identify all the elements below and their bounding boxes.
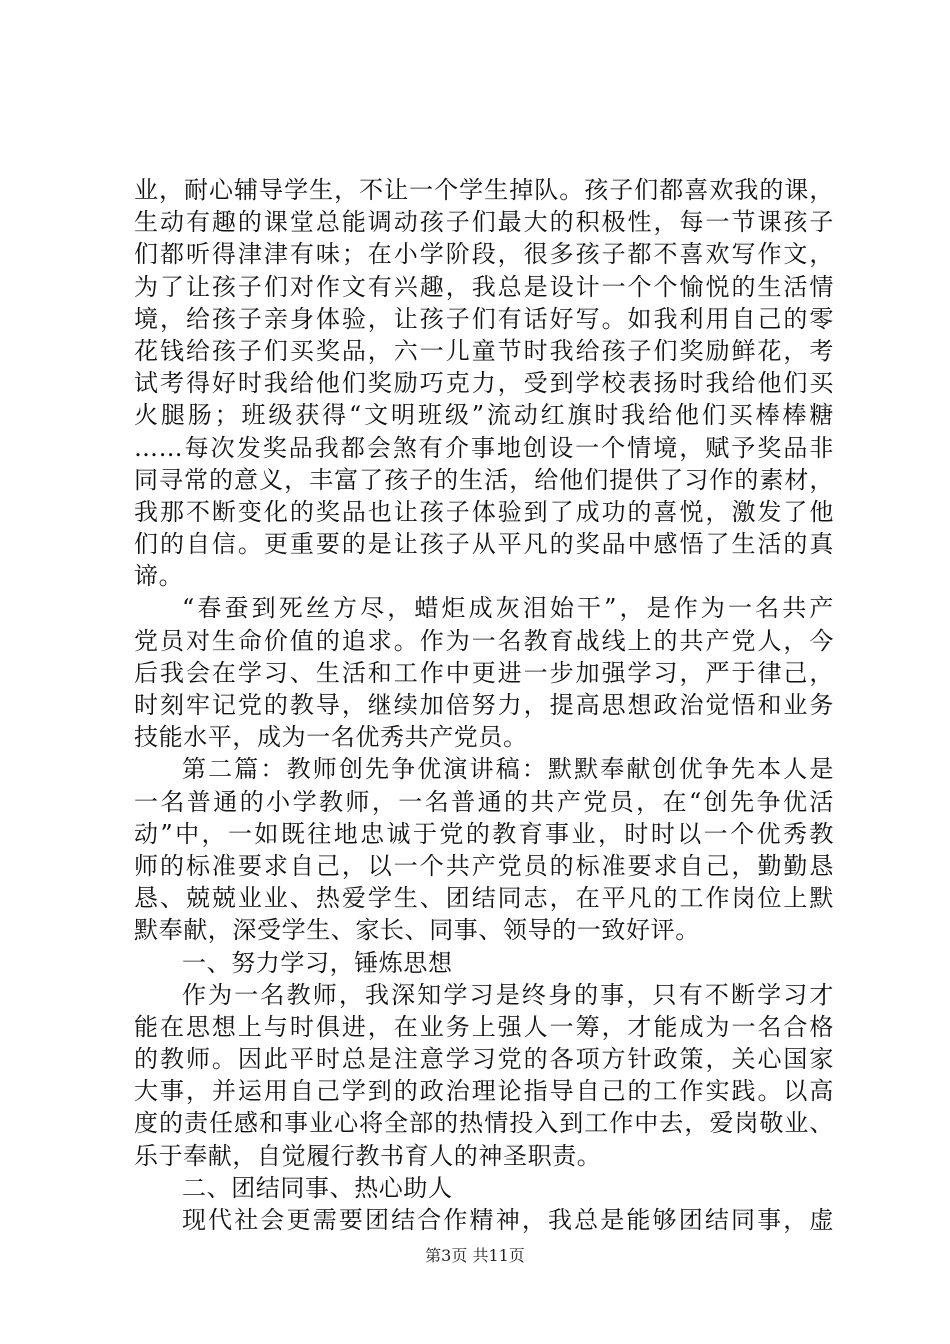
text-line: 谛。 [134, 562, 184, 591]
page-footer: 第3页 共11页 [425, 1246, 525, 1265]
text-line: 党员对生命价值的追求。作为一名教育战线上的共产党人，今 [134, 626, 834, 655]
text-line: 技能水平，成为一名优秀共产党员。 [134, 723, 528, 752]
text-line: 现代社会更需要团结合作精神，我总是能够团结同事，虚 [182, 1206, 834, 1234]
text-line: “春蚕到死丝方尽，蜡炬成灰泪始干”，是作为一名共产 [182, 594, 834, 623]
document-body [134, 174, 834, 1236]
text-line: 一、努力学习，锤炼思想 [182, 948, 453, 977]
text-line: 动”中，一如既往地忠诚于党的教育事业，时时以一个优秀教 [134, 819, 834, 848]
text-line: 试考得好时我给他们奖励巧克力，受到学校表扬时我给他们买 [134, 369, 834, 398]
text-line: 作为一名教师，我深知学习是终身的事，只有不断学习才 [182, 980, 834, 1009]
text-line: ……每次发奖品我都会煞有介事地创设一个情境，赋予奖品非 [134, 433, 834, 462]
text-line: 大事，并运用自己学到的政治理论指导自己的工作实践。以高 [134, 1077, 834, 1106]
text-line: 一名普通的小学教师，一名普通的共产党员，在“创先争优活 [134, 787, 834, 816]
text-line: 境，给孩子亲身体验，让孩子们有话好写。如我利用自己的零 [134, 304, 834, 333]
text-line: 们都听得津津有味；在小学阶段，很多孩子都不喜欢写作文， [134, 240, 834, 269]
text-line: 生动有趣的课堂总能调动孩子们最大的积极性，每一节课孩子 [134, 208, 834, 237]
text-line: 为了让孩子们对作文有兴趣，我总是设计一个个愉悦的生活情 [134, 272, 834, 301]
text-line: 业，耐心辅导学生，不让一个学生掉队。孩子们都喜欢我的课， [134, 176, 834, 204]
text-line: 火腿肠；班级获得“文明班级”流动红旗时我给他们买棒棒糖 [134, 401, 834, 430]
text-line: 第二篇：教师创先争优演讲稿：默默奉献创优争先本人是 [182, 755, 834, 784]
text-line: 能在思想上与时俱进，在业务上强人一筹，才能成为一名合格 [134, 1012, 834, 1041]
text-line: 二、团结同事、热心助人 [182, 1173, 453, 1202]
text-line: 乐于奉献，自觉履行教书育人的神圣职责。 [134, 1141, 602, 1170]
text-line: 默奉献，深受学生、家长、同事、领导的一致好评。 [134, 916, 700, 945]
text-line: 们的自信。更重要的是让孩子从平凡的奖品中感悟了生活的真 [134, 530, 834, 559]
text-line: 同寻常的意义，丰富了孩子的生活，给他们提供了习作的素材， [134, 465, 834, 494]
text-line: 的教师。因此平时总是注意学习党的各项方针政策，关心国家 [134, 1045, 834, 1074]
text-line: 恳、兢兢业业、热爱学生、团结同志，在平凡的工作岗位上默 [134, 884, 834, 913]
text-line: 花钱给孩子们买奖品，六一儿童节时我给孩子们奖励鲜花，考 [134, 336, 834, 365]
text-line: 师的标准要求自己，以一个共产党员的标准要求自己，勤勤恳 [134, 851, 834, 880]
text-line: 后我会在学习、生活和工作中更进一步加强学习，严于律己， [134, 658, 834, 687]
text-line: 我那不断变化的奖品也让孩子体验到了成功的喜悦，激发了他 [134, 497, 834, 526]
text-line: 时刻牢记党的教导，继续加倍努力，提高思想政治觉悟和业务 [134, 691, 834, 719]
text-line: 度的责任感和事业心将全部的热情投入到工作中去，爱岗敬业、 [134, 1109, 834, 1138]
